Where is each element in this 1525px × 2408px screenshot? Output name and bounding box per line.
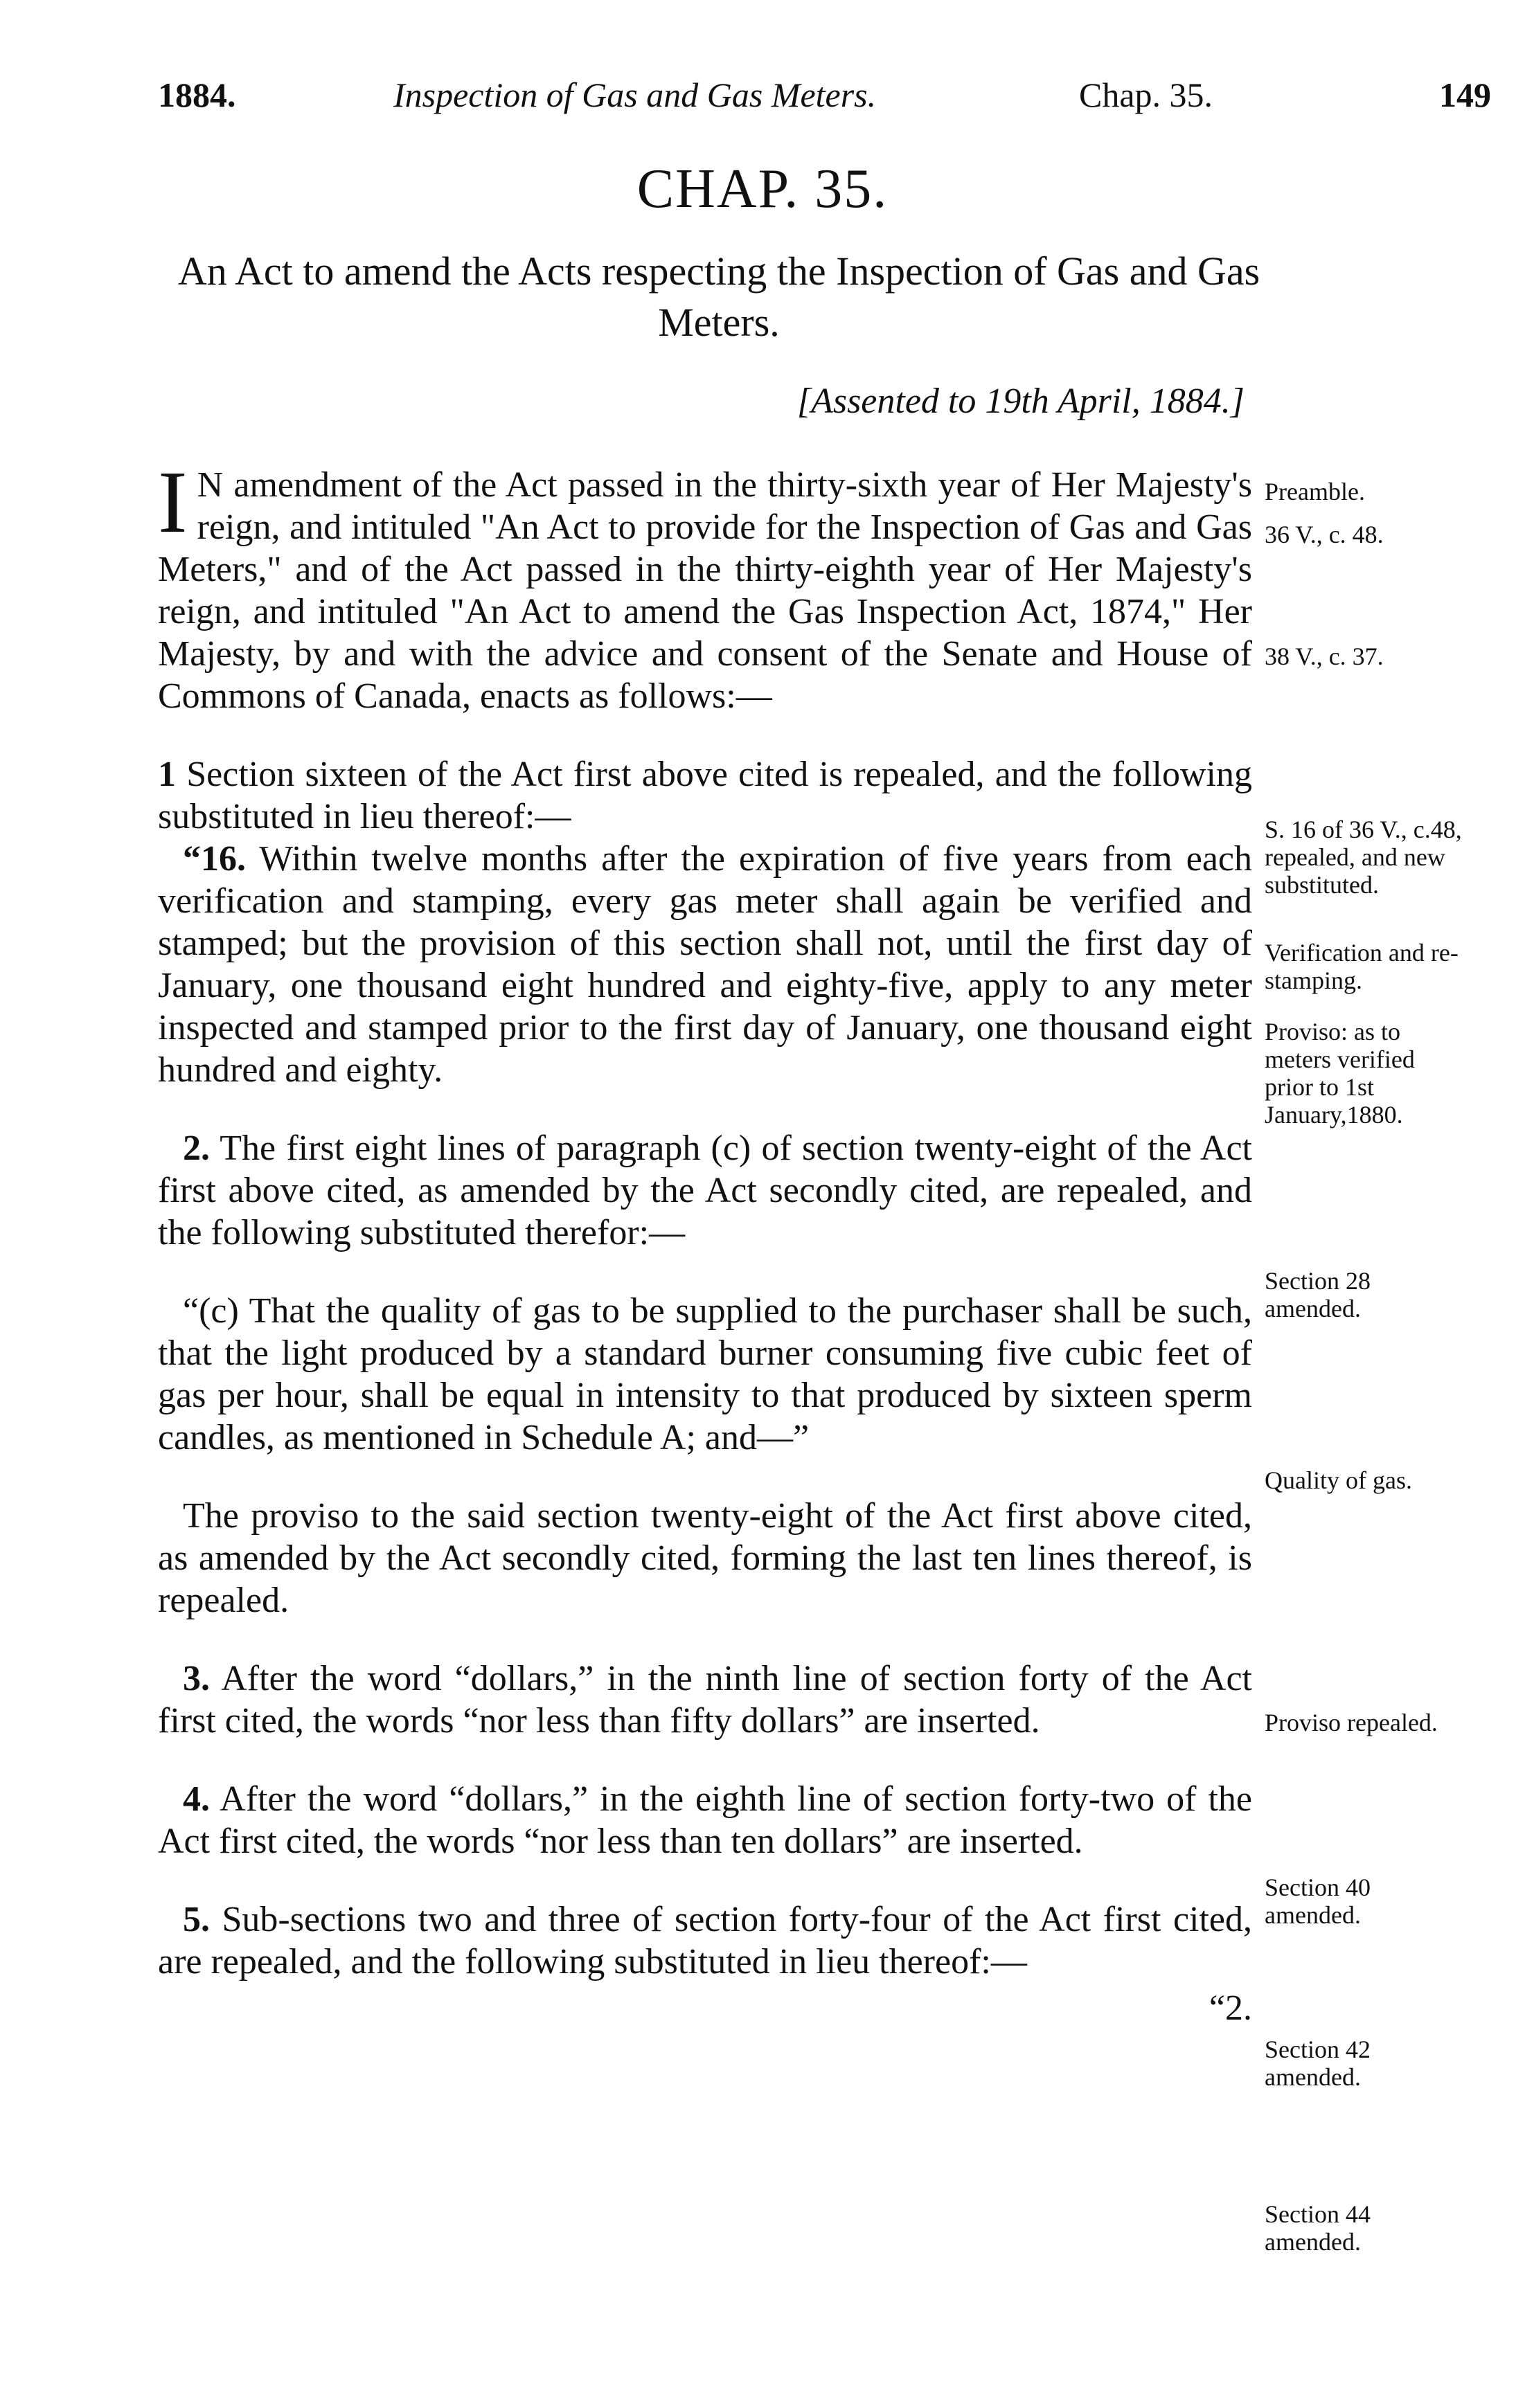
- marginal-note: 36 V., c. 48.: [1265, 521, 1384, 548]
- section-number: 2.: [183, 1129, 210, 1168]
- proviso-paragraph: [158, 1495, 1252, 1621]
- header-year: 1884.: [158, 75, 236, 114]
- header-chapter: Chap. 35.: [1079, 75, 1213, 114]
- section-paragraph: [158, 1657, 1252, 1742]
- chapter-heading: CHAP. 35.: [636, 159, 889, 219]
- marginal-note: Section 42 amended.: [1265, 2036, 1371, 2091]
- marginal-note: Verification and re-stamping.: [1265, 939, 1459, 994]
- section-paragraph: [158, 1778, 1252, 1862]
- section-number: “16.: [183, 839, 246, 879]
- marginal-note: Quality of gas.: [1265, 1466, 1412, 1494]
- page-number: 149: [1439, 75, 1491, 114]
- section-number: 3.: [183, 1659, 210, 1698]
- act-title: An Act to amend the Acts respecting the Inspection of Gas and Gas Meters.: [177, 249, 1260, 345]
- preamble-text: N amendment of the Act passed in the thirty-sixth year of Her Majesty's reign, and intituled "An Act to provide for the Inspection of Gas and Gas Meters," and of the Act passed in the thirty-eighth year of Her Majesty's reign, and intituled "An Act to amend the Gas Inspection Act, 1874," Her Majesty, by and with the advice and consent of the Senate and House of Commons of Canada, enacts as follows:—: [158, 465, 1252, 716]
- marginal-note: Section 28 amended.: [1265, 1267, 1371, 1322]
- assent-line: [Assented to 19th April, 1884.]: [796, 381, 1245, 421]
- marginal-note: Section 40 amended.: [1265, 1874, 1371, 1929]
- header-title: Inspection of Gas and Gas Meters.: [393, 75, 877, 114]
- section-text: After the word “dollars,” in the ninth line of section forty of the Act first cited, the words “nor less than fifty dollars” are inserted.: [158, 1659, 1252, 1741]
- running-header: [158, 75, 1491, 130]
- marginal-note: Proviso: as to meters verified prior to 1st January,1880.: [1265, 1018, 1415, 1129]
- quoted-paragraph: [158, 1290, 1252, 1459]
- section-text: The first eight lines of paragraph (c) of section twenty-eight of the Act first above cited, as amended by the Act secondly cited, are repealed, and the following substituted therefor:—: [158, 1129, 1252, 1252]
- marginal-note: Preamble.: [1265, 478, 1365, 505]
- section-text: “(c) That the quality of gas to be supplied to the purchaser shall be such, that the light produced by a standard burner consuming five cubic feet of gas per hour, shall be equal in intensity to that produced by sixteen sperm candles, as mentioned in Schedule A; and—”: [158, 1291, 1252, 1457]
- preamble-paragraph: [158, 453, 1252, 717]
- section-text: After the word “dollars,” in the eighth line of section forty-two of the Act first cited, the words “nor less than ten dollars” are inserted.: [158, 1779, 1252, 1861]
- section-text: Section sixteen of the Act first above cited is repealed, and the following substituted in lieu thereof:—: [158, 755, 1253, 836]
- section-text: Sub-sections two and three of section forty-four of the Act first cited, are repealed, and the following substituted in lieu thereof:—: [158, 1900, 1253, 1982]
- section-paragraph: [158, 1898, 1252, 1983]
- section-paragraph: [158, 753, 1252, 838]
- section-paragraph: [158, 1127, 1252, 1254]
- marginal-note: Section 44 amended.: [1265, 2200, 1371, 2256]
- section-number: 1: [158, 755, 176, 794]
- section-paragraph: [158, 838, 1252, 1091]
- marginal-note: 38 V., c. 37.: [1265, 643, 1384, 670]
- marginal-note: S. 16 of 36 V., c.48, repealed, and new substituted.: [1265, 816, 1462, 899]
- drop-cap: I: [158, 453, 188, 551]
- section-number: 5.: [183, 1900, 210, 1939]
- continuation-marker: “2.: [1209, 1988, 1252, 2028]
- section-text: Within twelve months after the expiration of five years from each verification and stamping, every gas meter shall again be verified and stamped; but the provision of this section shall not, until the first day of January, one thousand eight hundred and eighty-five, apply to any meter inspected and stamped prior to the first day of January, one thousand eight hundred and eighty.: [158, 839, 1253, 1090]
- section-number: 4.: [183, 1779, 210, 1819]
- marginal-note: Proviso repealed.: [1265, 1709, 1438, 1736]
- act-body: [158, 453, 1253, 2029]
- section-text: The proviso to the said section twenty-eight of the Act first above cited, as amended by the Act secondly cited, forming the last ten lines thereof, is repealed.: [158, 1496, 1252, 1620]
